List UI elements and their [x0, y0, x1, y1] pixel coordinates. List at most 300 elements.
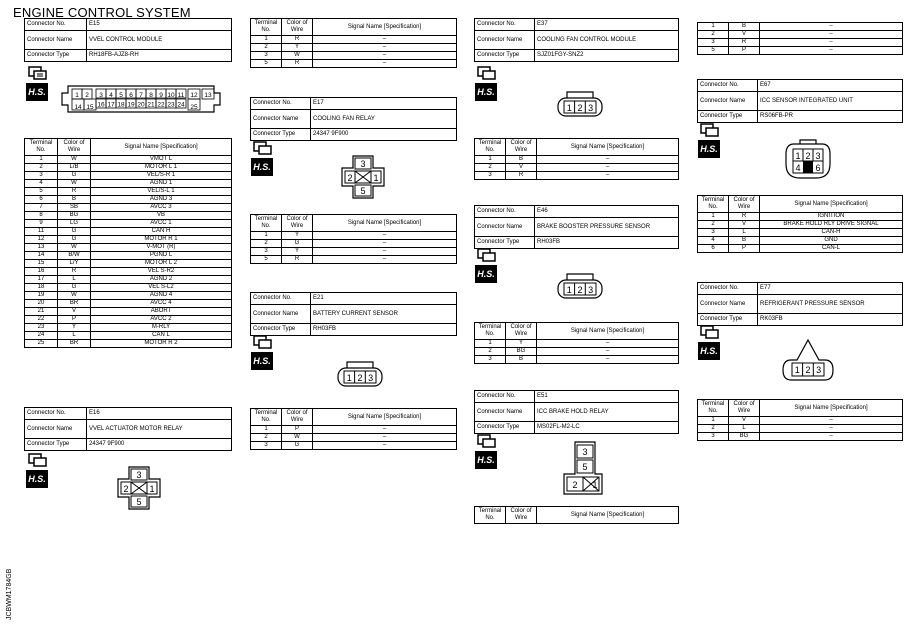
side-code: JCBWM1784GB [6, 568, 13, 620]
pin-label: 1 [592, 480, 598, 490]
color-cell: G [282, 442, 313, 450]
table-row [251, 256, 457, 264]
color-cell: BG [58, 212, 91, 220]
table-row [25, 276, 232, 284]
signal-cell: CAN L [91, 332, 232, 340]
terminal-cell: 2 [251, 434, 282, 442]
terminal-cell: 3 [698, 39, 729, 47]
color-cell: P [58, 316, 91, 324]
color-cell: BR [58, 340, 91, 348]
terminal-cell: 6 [25, 196, 58, 204]
harness-side-badge [251, 140, 277, 180]
pin-label: 1 [373, 173, 379, 183]
signal-cell: CAN-L [760, 245, 903, 253]
terminal-cell: 1 [251, 232, 282, 240]
color-cell: LG [58, 220, 91, 228]
table-row [251, 240, 457, 248]
color-cell: W [58, 244, 91, 252]
signal-cell: – [313, 44, 457, 52]
color-cell: Y [282, 248, 313, 256]
hs-label: H.S. [475, 451, 497, 469]
signal-cell: – [537, 340, 679, 348]
connector-face-e17 [340, 154, 386, 200]
color-cell: R [58, 188, 91, 196]
terminal-cell: 2 [25, 164, 58, 172]
terminal-cell: 6 [698, 245, 729, 253]
harness-side-badge [698, 122, 724, 162]
terminal-cell: 1 [251, 426, 282, 434]
table-row [25, 268, 232, 276]
pin-label: 2 [577, 103, 583, 113]
signal-cell: PGND L [91, 252, 232, 260]
table-row [25, 196, 232, 204]
color-cell: B/W [58, 252, 91, 260]
signal-cell: – [760, 39, 903, 47]
color-cell: P [729, 245, 760, 253]
color-cell: R [282, 36, 313, 44]
color-cell: BG [506, 348, 537, 356]
terminal-cell: 25 [25, 340, 58, 348]
color-cell: R [58, 268, 91, 276]
harness-side-badge [251, 334, 277, 374]
signal-cell: – [537, 356, 679, 364]
terminal-cell: 5 [251, 256, 282, 264]
harness-side-badge [698, 324, 724, 364]
connector-icon [26, 452, 48, 468]
color-cell: G [58, 236, 91, 244]
pin-label: 3 [582, 447, 588, 457]
harness-side-badge [475, 65, 501, 105]
pin-label: 22 [157, 101, 165, 109]
table-row [251, 434, 457, 442]
pin-label: 6 [129, 92, 133, 99]
terminal-cell: 2 [698, 31, 729, 39]
signal-cell: CAN-H [760, 229, 903, 237]
terminal-cell: 12 [25, 236, 58, 244]
color-cell: B [506, 356, 537, 364]
pin-label: 2 [805, 365, 811, 375]
connector-face-e77 [781, 338, 835, 382]
table-row [25, 316, 232, 324]
pin-label: 14 [74, 104, 82, 111]
terminal-cell: 11 [25, 228, 58, 236]
color-cell: B [729, 23, 760, 31]
pin-label: 3 [816, 365, 822, 375]
color-cell: P [282, 426, 313, 434]
terminal-cell: 5 [251, 60, 282, 68]
signal-cell: AGND 2 [91, 276, 232, 284]
hs-label: H.S. [251, 158, 273, 176]
connector-icon [475, 247, 497, 263]
table-row [25, 308, 232, 316]
pin-label: 9 [159, 92, 163, 99]
terminal-table-e67: Terminal No. Color of Wire Signal Name [Specification] 1 R IGNITION 2 V BRAKE HOLD RLY DRIVE SIGNAL 3 L CAN-H 4 B GND 6 P CAN-L [697, 195, 903, 253]
signal-cell: – [313, 36, 457, 44]
signal-cell: – [313, 52, 457, 60]
color-cell: P [729, 47, 760, 55]
table-row [698, 47, 903, 55]
color-cell: L [729, 425, 760, 433]
pin-label: 13 [204, 92, 212, 99]
table-row [251, 232, 457, 240]
color-cell: G [58, 228, 91, 236]
color-cell: W [58, 180, 91, 188]
table-row [251, 426, 457, 434]
terminal-cell: 15 [25, 260, 58, 268]
pin-label: 3 [588, 103, 594, 113]
signal-cell: MOTOR L 2 [91, 260, 232, 268]
pin-label: 6 [815, 163, 821, 173]
signal-cell: AVCC 4 [91, 300, 232, 308]
signal-cell: ABORT [91, 308, 232, 316]
pin-label: 25 [190, 104, 198, 111]
connector-info-e21: Connector No. E21 Connector Name BATTERY CURRENT SENSOR Connector Type RH03FB [250, 292, 457, 336]
terminal-cell: 16 [25, 268, 58, 276]
terminal-cell: 14 [25, 252, 58, 260]
table-row [251, 442, 457, 450]
pin-label: 2 [357, 373, 363, 383]
hs-label: H.S. [475, 265, 497, 283]
terminal-cell: 3 [25, 172, 58, 180]
connector-info-e17: Connector No. E17 Connector Name COOLING FAN RELAY Connector Type 24347 9F900 [250, 97, 457, 141]
table-row [698, 229, 903, 237]
terminal-table-e15: Terminal No. Color of Wire Signal Name [Specification] 1 W VMOT L 2 L/B MOTOR L 1 3 G VEL/S-R 1 4 W AGND 1 5 R VEL/S-L 1 6 B AGND 3 7 SB AVCC 3 8 BG VB 9 LG AVCC 1 11 G CAN H 12 G MOTOR R 1 13 W V-MOT (R) 14 B/W PGND L 15 L/Y MOTOR L 2 16 R VEL S-R2 17 L AGND 2 18 G VEL S-L2 19 W AGND 4 20 BR AVCC 4 21 V ABORT 22 P AVCC 2 23 Y M-RLY 24 L CAN L 25 BR MOTOR R 2 [24, 138, 232, 348]
terminal-cell: 2 [475, 348, 506, 356]
terminal-cell: 3 [251, 442, 282, 450]
pin-label: 20 [137, 101, 145, 109]
signal-cell: CAN H [91, 228, 232, 236]
table-row [698, 417, 903, 425]
connector-icon [251, 140, 273, 156]
terminal-cell: 3 [698, 433, 729, 441]
connector-icon [475, 433, 497, 449]
color-cell: L [729, 229, 760, 237]
terminal-table-top-right [697, 22, 903, 55]
terminal-cell: 9 [25, 220, 58, 228]
signal-cell: MOTOR L 1 [91, 164, 232, 172]
signal-cell: VB [91, 212, 232, 220]
hs-label: H.S. [475, 83, 497, 101]
connector-icon [475, 65, 497, 81]
connector-icon [251, 334, 273, 350]
connector-face-e67 [784, 138, 832, 180]
harness-side-badge [475, 247, 501, 287]
signal-cell: AGND 4 [91, 292, 232, 300]
table-row [251, 248, 457, 256]
table-row [698, 23, 903, 31]
color-cell: G [58, 172, 91, 180]
color-cell: W [282, 52, 313, 60]
pin-label: 2 [347, 173, 353, 183]
color-cell: SB [58, 204, 91, 212]
terminal-cell: 8 [25, 212, 58, 220]
pin-label: 1 [346, 373, 352, 383]
terminal-cell: 24 [25, 332, 58, 340]
signal-cell: GND [760, 237, 903, 245]
signal-cell: V-MOT (R) [91, 244, 232, 252]
terminal-cell: 1 [698, 213, 729, 221]
terminal-cell: 7 [25, 204, 58, 212]
color-cell: W [58, 156, 91, 164]
signal-cell: AGND 3 [91, 196, 232, 204]
signal-cell: VMOT L [91, 156, 232, 164]
signal-cell: M-RLY [91, 324, 232, 332]
pin-label: 17 [107, 101, 115, 109]
table-row [698, 31, 903, 39]
connector-info-e16: Connector No. E16 Connector Name VVEL ACTUATOR MOTOR RELAY Connector Type 24347 9F900 [24, 407, 232, 451]
pin-label: 24 [177, 101, 185, 109]
pin-label: 4 [795, 163, 801, 173]
pin-label: 2 [805, 151, 811, 161]
terminal-cell: 19 [25, 292, 58, 300]
signal-cell: VEL/S-L 1 [91, 188, 232, 196]
color-cell: W [58, 292, 91, 300]
terminal-cell: 3 [698, 229, 729, 237]
signal-cell: AVCC 2 [91, 316, 232, 324]
table-row [25, 252, 232, 260]
table-row [698, 39, 903, 47]
color-cell: Y [282, 44, 313, 52]
table-row [251, 60, 457, 68]
table-row [25, 292, 232, 300]
connector-info-e15: Connector No. E15 Connector Name VVEL CONTROL MODULE Connector Type RH18FB-AJZ8-RH [24, 18, 232, 62]
signal-cell: MOTOR R 2 [91, 340, 232, 348]
terminal-cell: 5 [698, 47, 729, 55]
table-row [251, 36, 457, 44]
table-row [25, 164, 232, 172]
harness-side-badge [475, 433, 501, 473]
pin-label: 5 [360, 186, 366, 196]
table-row [251, 52, 457, 60]
color-cell: G [282, 240, 313, 248]
terminal-cell: 4 [25, 180, 58, 188]
table-row [25, 156, 232, 164]
table-row [25, 204, 232, 212]
connector-info-e46: Connector No. E46 Connector Name BRAKE BOOSTER PRESSURE SENSOR Connector Type RH03FB [474, 205, 679, 249]
table-row [25, 228, 232, 236]
connector-face-e21 [335, 360, 385, 388]
terminal-cell: 17 [25, 276, 58, 284]
pin-label: 3 [815, 151, 821, 161]
table-row [25, 324, 232, 332]
pin-label: 2 [85, 92, 89, 99]
terminal-table-e17: Terminal No. Color of Wire Signal Name [Specification] 1 Y – 2 G – 3 Y – 5 R – [250, 214, 457, 264]
connector-face-e37 [555, 90, 605, 118]
table-row [25, 236, 232, 244]
table-row [475, 356, 679, 364]
color-cell: G [58, 284, 91, 292]
color-cell: L [58, 276, 91, 284]
terminal-table-e51: Terminal No. Color of Wire Signal Name [Specification] [474, 506, 679, 524]
signal-cell: – [537, 348, 679, 356]
hs-label: H.S. [251, 352, 273, 370]
pin-label: 2 [577, 285, 583, 295]
table-row [25, 284, 232, 292]
table-row [475, 348, 679, 356]
pin-label: 3 [99, 92, 103, 99]
connector-info-e37: Connector No. E37 Connector Name COOLING FAN CONTROL MODULE Connector Type SJZ01FGY-SNZ2 [474, 18, 679, 62]
signal-cell: – [760, 433, 903, 441]
table-row [475, 172, 679, 180]
pin-label: 3 [360, 159, 366, 169]
connector-icon [26, 65, 48, 81]
color-cell: V [729, 417, 760, 425]
color-cell: B [729, 237, 760, 245]
signal-cell: – [313, 426, 457, 434]
terminal-table-e77: Terminal No. Color of Wire Signal Name [Specification] 1 V – 2 L – 3 BG – [697, 399, 903, 441]
color-cell: R [506, 172, 537, 180]
table-row [251, 44, 457, 52]
signal-cell: AGND 1 [91, 180, 232, 188]
terminal-cell: 4 [698, 237, 729, 245]
color-cell: R [282, 256, 313, 264]
connector-info-e67: Connector No. E67 Connector Name ICC SENSOR INTEGRATED UNIT Connector Type RS06FB-PR [697, 79, 903, 123]
terminal-cell: 3 [475, 172, 506, 180]
table-row [475, 164, 679, 172]
pin-label: 8 [149, 92, 153, 99]
harness-side-badge [26, 65, 52, 105]
table-row [25, 332, 232, 340]
pin-label: 3 [136, 470, 142, 480]
pin-label: 3 [368, 373, 374, 383]
table-row [25, 172, 232, 180]
table-row [698, 213, 903, 221]
pin-label: 15 [86, 104, 94, 111]
pin-label: 5 [136, 497, 142, 507]
terminal-cell: 1 [698, 417, 729, 425]
pin-label: 16 [97, 101, 105, 109]
connector-face-e15 [60, 83, 222, 115]
signal-cell: – [760, 425, 903, 433]
color-cell: V [729, 221, 760, 229]
page-title: ENGINE CONTROL SYSTEM [13, 5, 191, 20]
color-cell: L/Y [58, 260, 91, 268]
connector-face-e46 [555, 272, 605, 300]
signal-cell: – [313, 232, 457, 240]
signal-cell: MOTOR R 1 [91, 236, 232, 244]
pin-label: 3 [588, 285, 594, 295]
terminal-table-e46: Terminal No. Color of Wire Signal Name [Specification] 1 Y – 2 BG – 3 B – [474, 322, 679, 364]
pin-label: 23 [167, 101, 175, 109]
signal-cell: VEL S-L2 [91, 284, 232, 292]
terminal-cell: 23 [25, 324, 58, 332]
color-cell: L/B [58, 164, 91, 172]
table-row [25, 188, 232, 196]
connector-icon [698, 122, 720, 138]
table-row [25, 212, 232, 220]
pin-label: 1 [566, 103, 572, 113]
color-cell: L [58, 332, 91, 340]
signal-cell: – [313, 248, 457, 256]
signal-cell: – [313, 60, 457, 68]
hs-label: H.S. [26, 470, 48, 488]
pin-label: 4 [109, 92, 113, 99]
table-row [698, 433, 903, 441]
connector-info-e77: Connector No. E77 Connector Name REFRIGERANT PRESSURE SENSOR Connector Type RK03FB [697, 282, 903, 326]
terminal-cell: 1 [25, 156, 58, 164]
terminal-cell: 22 [25, 316, 58, 324]
pin-label: 1 [794, 365, 800, 375]
terminal-cell: 5 [25, 188, 58, 196]
table-row [475, 340, 679, 348]
terminal-cell: 1 [475, 156, 506, 164]
pin-label: 1 [795, 151, 801, 161]
signal-cell: – [760, 23, 903, 31]
color-cell: Y [58, 324, 91, 332]
signal-cell: AVCC 3 [91, 204, 232, 212]
terminal-cell: 2 [475, 164, 506, 172]
color-cell: V [506, 164, 537, 172]
terminal-cell: 20 [25, 300, 58, 308]
color-cell: Y [506, 340, 537, 348]
table-row [25, 220, 232, 228]
hs-label: H.S. [26, 83, 48, 101]
terminal-cell: 1 [698, 23, 729, 31]
pin-label: 11 [177, 92, 185, 99]
pin-label: 12 [190, 92, 198, 99]
color-cell: W [282, 434, 313, 442]
connector-face-e51 [562, 440, 604, 496]
table-row [25, 260, 232, 268]
table-row [25, 300, 232, 308]
harness-side-badge [26, 452, 52, 492]
hs-label: H.S. [698, 342, 720, 360]
pin-label: 1 [566, 285, 572, 295]
color-cell: BR [58, 300, 91, 308]
table-row [25, 340, 232, 348]
color-cell: R [729, 39, 760, 47]
color-cell: Y [282, 232, 313, 240]
signal-cell: AVCC 1 [91, 220, 232, 228]
terminal-cell: 3 [475, 356, 506, 364]
pin-label: 1 [75, 92, 79, 99]
table-row [698, 425, 903, 433]
terminal-cell: 2 [251, 240, 282, 248]
terminal-table-e37: Terminal No. Color of Wire Signal Name [Specification] 1 B – 2 V – 3 R – [474, 138, 679, 180]
signal-cell: – [313, 434, 457, 442]
signal-cell: VEL S-R2 [91, 268, 232, 276]
color-cell: V [729, 31, 760, 39]
color-cell: R [729, 213, 760, 221]
signal-cell: BRAKE HOLD RLY DRIVE SIGNAL [760, 221, 903, 229]
pin-label: 5 [119, 92, 123, 99]
table-row [475, 156, 679, 164]
signal-cell: – [313, 240, 457, 248]
pin-label: 1 [149, 484, 155, 494]
color-cell: B [506, 156, 537, 164]
table-row [25, 180, 232, 188]
signal-cell: – [313, 256, 457, 264]
pin-label: 2 [123, 484, 129, 494]
signal-cell: – [760, 417, 903, 425]
color-cell: B [58, 196, 91, 204]
signal-cell: – [537, 172, 679, 180]
terminal-cell: 21 [25, 308, 58, 316]
pin-label: 2 [572, 480, 578, 490]
table-row [25, 244, 232, 252]
terminal-cell: 18 [25, 284, 58, 292]
signal-cell: – [537, 164, 679, 172]
terminal-table-e16: Terminal No. Color of Wire Signal Name [Specification] 1 R – 2 Y – 3 W – 5 R – [250, 18, 457, 68]
pin-label: 10 [167, 92, 175, 99]
table-row [698, 237, 903, 245]
signal-cell: – [760, 31, 903, 39]
pin-label: 5 [582, 462, 588, 472]
color-cell: V [58, 308, 91, 316]
signal-cell: – [313, 442, 457, 450]
color-cell: BG [729, 433, 760, 441]
connector-info-e51: Connector No. E51 Connector Name ICC BRAKE HOLD RELAY Connector Type MS02FL-M2-LC [474, 390, 679, 434]
